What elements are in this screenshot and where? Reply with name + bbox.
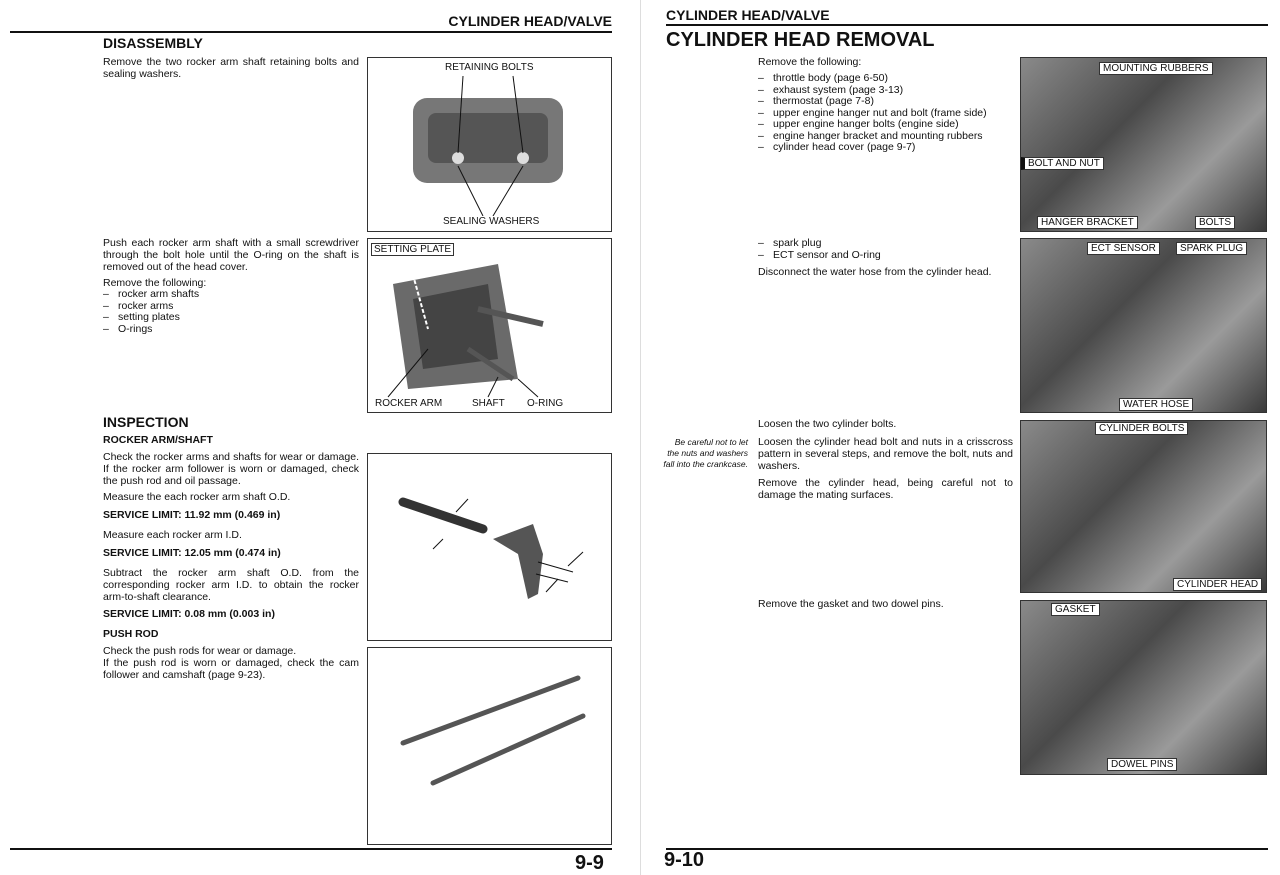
label-cylinder-head: CYLINDER HEAD [1173, 578, 1262, 591]
paragraph: If the push rod is worn or damaged, check the cam follower and camshaft (page 9-23). [103, 657, 359, 681]
label-rocker-arm: ROCKER ARM [375, 398, 443, 409]
list-item: – rocker arms [103, 301, 199, 313]
paragraph: Check the rocker arms and shafts for wear or damage. If the rocker arm follower is worn or damaged, check the push rod and oil passage. [103, 451, 359, 487]
list-item: – throttle body (page 6-50) [758, 73, 987, 85]
label-cylinder-bolts: CYLINDER BOLTS [1095, 422, 1188, 435]
caution-note: Be careful not to let the nuts and washers fall into the crankcase. [663, 437, 748, 469]
figure-rocker-shaft [367, 238, 612, 413]
head-cover-illustration [368, 58, 612, 232]
list-item: – thermostat (page 7-8) [758, 96, 987, 108]
label-bolts: BOLTS [1195, 216, 1235, 229]
list-item: – engine hanger bracket and mounting rubbers [758, 131, 987, 143]
list-item: – spark plug [758, 238, 881, 250]
photo-engine-hanger [1020, 57, 1267, 232]
page-number: 9-9 [575, 852, 604, 874]
right-header: CYLINDER HEAD/VALVE [666, 7, 830, 23]
figure-push-rods [367, 647, 612, 845]
list-item: – setting plates [103, 312, 199, 324]
rocker-shaft-illustration [368, 239, 612, 413]
list-item: – ECT sensor and O-ring [758, 250, 881, 262]
service-limit: SERVICE LIMIT: 11.92 mm (0.469 in) [103, 509, 281, 521]
list-item: – O-rings [103, 324, 199, 336]
header-rule [10, 31, 612, 33]
paragraph: Subtract the rocker arm shaft O.D. from the corresponding rocker arm I.D. to obtain the rocker arm-to-shaft clearance. [103, 567, 359, 603]
removal-list [758, 73, 987, 154]
rocker-measure-drawing [368, 454, 612, 641]
label-shaft: SHAFT [472, 398, 505, 409]
paragraph: Remove the following: [103, 277, 207, 289]
label-bolt-and-nut: BOLT AND NUT [1021, 157, 1104, 170]
push-rods-drawing [368, 648, 612, 845]
left-header: CYLINDER HEAD/VALVE [448, 13, 612, 29]
figure-rocker-measure [367, 453, 612, 641]
section-title-inspection: INSPECTION [103, 414, 189, 430]
page-gutter [640, 0, 641, 875]
page-title: CYLINDER HEAD REMOVAL [666, 29, 935, 51]
paragraph: Measure each rocker arm I.D. [103, 529, 242, 541]
footer-rule [666, 848, 1268, 850]
photo-cylinder-bolts [1020, 420, 1267, 593]
photo-cylinder-head [1020, 238, 1267, 413]
service-limit: SERVICE LIMIT: 0.08 mm (0.003 in) [103, 608, 275, 620]
list-item: – cylinder head cover (page 9-7) [758, 142, 987, 154]
section-title-disassembly: DISASSEMBLY [103, 35, 203, 51]
label-sealing-washers: SEALING WASHERS [443, 216, 540, 227]
paragraph: Disconnect the water hose from the cylinder head. [758, 266, 992, 278]
paragraph: Measure the each rocker arm shaft O.D. [103, 491, 291, 503]
label-mounting-rubbers: MOUNTING RUBBERS [1099, 62, 1213, 75]
paragraph: Remove the gasket and two dowel pins. [758, 598, 944, 610]
list-item: – upper engine hanger bolts (engine side) [758, 119, 987, 131]
figure-head-cover-bolts [367, 57, 612, 232]
paragraph: Remove the following: [758, 56, 862, 68]
list-item: – upper engine hanger nut and bolt (frame side) [758, 108, 987, 120]
paragraph: Remove the two rocker arm shaft retaining bolts and sealing washers. [103, 56, 359, 80]
label-hanger-bracket: HANGER BRACKET [1037, 216, 1138, 229]
label-dowel-pins: DOWEL PINS [1107, 758, 1177, 771]
removal-list [103, 289, 199, 335]
service-limit: SERVICE LIMIT: 12.05 mm (0.474 in) [103, 547, 281, 559]
label-setting-plate: SETTING PLATE [371, 243, 454, 256]
subheading: PUSH ROD [103, 628, 159, 640]
paragraph: Loosen the two cylinder bolts. [758, 418, 897, 430]
label-retaining-bolts: RETAINING BOLTS [445, 62, 534, 73]
paragraph: Push each rocker arm shaft with a small screwdriver through the bolt hole until the O-ring on the shaft is removed out of the head cover. [103, 237, 359, 273]
paragraph: Check the push rods for wear or damage. [103, 645, 297, 657]
list-item: – rocker arm shafts [103, 289, 199, 301]
photo-gasket-dowel-pins [1020, 600, 1267, 775]
label-ect-sensor: ECT SENSOR [1087, 242, 1160, 255]
removal-list-2 [758, 238, 881, 261]
list-item: – exhaust system (page 3-13) [758, 85, 987, 97]
header-rule [666, 24, 1268, 26]
footer-rule [10, 848, 612, 850]
page-number: 9-10 [664, 849, 705, 871]
paragraph: Remove the cylinder head, being careful not to damage the mating surfaces. [758, 477, 1013, 501]
paragraph: Loosen the cylinder head bolt and nuts in a crisscross pattern in several steps, and remove the bolt, nuts and washers. [758, 436, 1013, 472]
label-water-hose: WATER HOSE [1119, 398, 1193, 411]
label-gasket: GASKET [1051, 603, 1100, 616]
label-o-ring: O-RING [527, 398, 564, 409]
subheading: ROCKER ARM/SHAFT [103, 434, 213, 446]
label-spark-plug: SPARK PLUG [1176, 242, 1247, 255]
